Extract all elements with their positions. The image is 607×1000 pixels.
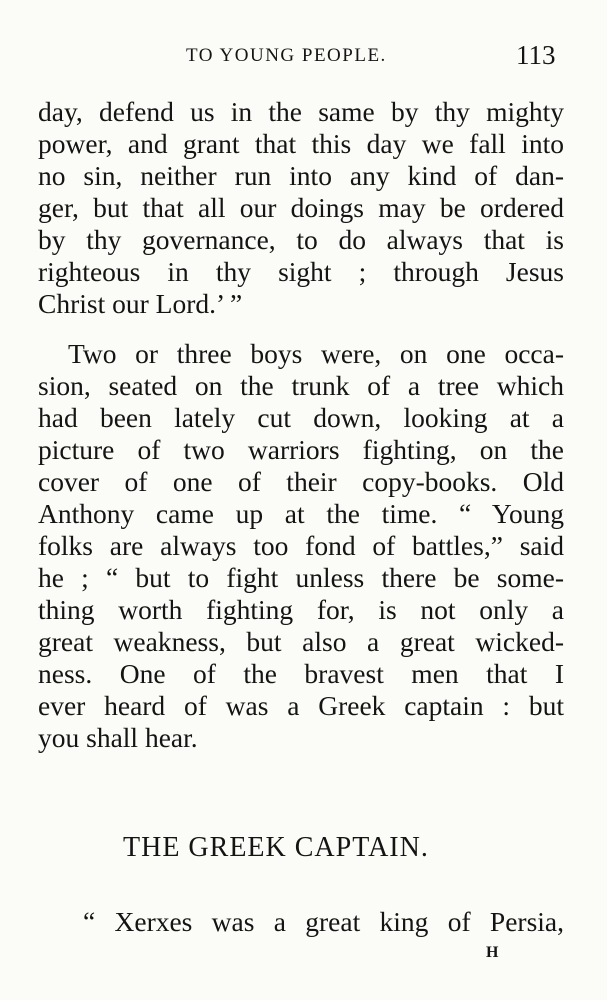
text-line: no sin, neither run into any kind of dan-: [38, 160, 564, 191]
text-line: day, defend us in the same by thy mighty: [38, 96, 564, 127]
text-line: Christ our Lord.’ ”: [38, 288, 243, 319]
text-line: power, and grant that this day we fall into: [38, 128, 564, 159]
section-title: THE GREEK CAPTAIN.: [123, 832, 429, 863]
text-line: had been lately cut down, looking at a: [38, 402, 564, 433]
text-line: sion, seated on the trunk of a tree which: [38, 370, 564, 401]
running-head: TO YOUNG PEOPLE.: [186, 45, 387, 66]
text-line: folks are always too fond of battles,” said: [38, 530, 564, 561]
text-line: he ; “ but to fight unless there be some-: [38, 562, 564, 593]
text-line: cover of one of their copy-books. Old: [38, 466, 564, 497]
text-line: Two or three boys were, on one occa-: [68, 338, 564, 369]
page-number: 113: [516, 40, 556, 70]
text-line: ness. One of the bravest men that I: [38, 658, 564, 689]
text-line: you shall hear.: [38, 722, 198, 753]
text-line: Anthony came up at the time. “ Young: [38, 498, 564, 529]
text-line: ger, but that all our doings may be ordered: [38, 192, 564, 223]
text-line: great weakness, but also a great wicked-: [38, 626, 564, 657]
text-line: picture of two warriors fighting, on the: [38, 434, 564, 465]
text-line: by thy governance, to do always that is: [38, 224, 564, 255]
text-line: ever heard of was a Greek captain : but: [38, 690, 564, 721]
text-line: thing worth fighting for, is not only a: [38, 594, 564, 625]
text-line: “ Xerxes was a great king of Persia,: [83, 906, 564, 937]
text-line: righteous in thy sight ; through Jesus: [38, 256, 564, 287]
signature-mark: H: [486, 944, 499, 961]
